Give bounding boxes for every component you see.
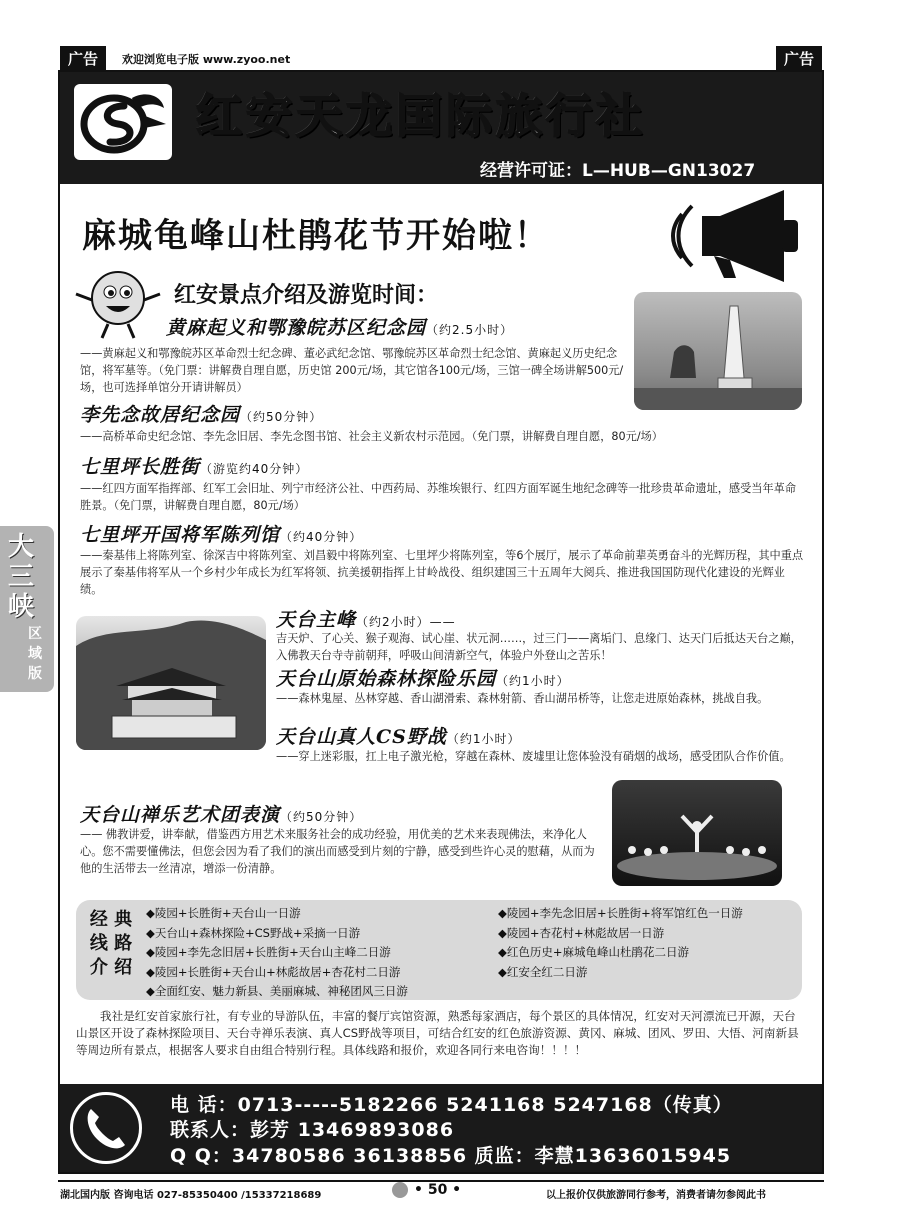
contact-person: 联系人：彭芳 13469893086 [170, 1119, 455, 1141]
spot-title [80, 520, 362, 547]
header-band [60, 72, 822, 184]
spot-name: 天台主峰 [276, 609, 357, 631]
spot-time: （约50分钟） [280, 810, 363, 824]
spot-time: （约40分钟） [280, 530, 363, 544]
spot-time: （约2小时）—— [356, 615, 456, 629]
route-item: ◆陵园+长胜街+天台山+林彪故居+杏花村二日游 [146, 964, 401, 979]
festival-headline: 麻城龟峰山杜鹃花节开始啦！ [82, 216, 550, 256]
side-tab-sub-char: 区 [28, 626, 42, 642]
spot-title [276, 605, 456, 632]
page-number: • 50 • [414, 1182, 462, 1198]
about-agency: 我社是红安首家旅行社，有专业的导游队伍，丰富的餐厅宾馆资源，熟悉每家酒店，每个景区的具体情况，红安对天河漂流已开源，天台山景区开设了森林探险项目、天台寺禅乐表演、真人CS野战等项目，可结合红安的红色旅游资源、黄冈、麻城、团风、罗田、大悟、河南新县等周边所有景点，根据客人要求自由组合特别行程。具体线路和报价，欢迎各同行来电咨询！！！！ [76, 1009, 799, 1057]
mascot-icon [72, 264, 164, 340]
footer-left: 湖北国内版 咨询电话 027-85350400 /15337218689 [60, 1190, 322, 1201]
spot-desc: ——红四方面军指挥部、红军工会旧址、列宁市经济公社、中西药局、苏维埃银行、红四方面军诞生地纪念碑等一批珍贵革命遗址，感受当年革命胜景。（免门票，讲解费自理自愿，80元/场） [80, 482, 797, 512]
routes-label-line: 经 典 [89, 909, 133, 930]
routes-box [76, 900, 802, 1000]
side-tab-char: 峡 [8, 592, 35, 622]
routes-label-line: 线 路 [89, 933, 133, 954]
spot-title [276, 722, 520, 749]
route-item: ◆红色历史+麻城龟峰山杜鹃花二日游 [498, 945, 689, 959]
side-tab-sub-char: 域 [28, 646, 42, 662]
route-item: ◆陵园+长胜街+天台山一日游 [146, 906, 301, 920]
spot-name: 天台山禅乐艺术团表演 [80, 804, 281, 826]
phone-icon [70, 1092, 142, 1164]
spot-desc: ——森林鬼屋、丛林穿越、香山湖滑索、森林射箭、香山湖吊桥等，让您走进原始森林，挑战自我。 [276, 692, 769, 705]
route-item: ◆全面红安、魅力新县、美丽麻城、神秘团风三日游 [146, 984, 408, 998]
region-side-tab [0, 526, 54, 692]
spot-desc: ——高桥革命史纪念馆、李先念旧居、李先念图书馆、社会主义新农村示范园。（免门票，讲解费自理自愿，80元/场） [80, 430, 663, 443]
spot-name: 天台山原始森林探险乐园 [276, 668, 497, 690]
spot-desc: ——黄麻起义和鄂豫皖苏区革命烈士纪念碑、董必武纪念馆、鄂豫皖苏区革命烈士纪念馆、黄麻起义历史纪念馆，将军墓等。（免门票：讲解费自理自愿，历史馆 200元/场，其它馆各100元/场，三馆一碑全场讲解500元/场，也可选择单馆分开请讲解员） [80, 347, 624, 394]
spot-title [166, 313, 513, 340]
spot-time: （约1小时） [446, 732, 521, 746]
route-item: ◆陵园+李先念旧居+长胜街+将军馆红色一日游 [498, 906, 743, 920]
spot-time: （约1小时） [496, 674, 570, 688]
side-tab-sub [28, 624, 42, 684]
megaphone-icon [664, 186, 804, 286]
routes-label-line: 介 绍 [89, 957, 133, 978]
side-tab-char: 大 [8, 532, 35, 562]
spot-time: （游览约40分钟） [200, 462, 309, 476]
side-tab-title [8, 532, 34, 622]
spot-desc: ——秦基伟上将陈列室、徐深吉中将陈列室、刘昌毅中将陈列室、七里坪少将陈列室，等6个展厅，展示了革命前辈英勇奋斗的光辉历程，其中重点展示了秦基伟将军从一个乡村少年成长为红军将领、抗美援朝指挥上甘岭战役、组织建国三十五周年大阅兵、推进我国国防现代化建设的光辉业绩。 [80, 549, 804, 596]
spot-name: 黄麻起义和鄂豫皖苏区纪念园 [166, 317, 427, 339]
spot-desc: —— 佛教讲爱，讲奉献，借鉴西方用艺术来服务社会的成功经验，用优美的艺术来表现佛法，来净化人心。您不需要懂佛法，但您会因为看了我们的演出而感受到片刻的宁静，感受到些许心灵的慰藉，从而为他的生活带去一丝清凉，增添一份清静。 [80, 828, 595, 875]
ad-tag-left: 广告 [60, 46, 106, 71]
route-item: ◆红安全红二日游 [498, 964, 588, 979]
monument-photo [634, 292, 802, 410]
contact-qq: Q Q：34780586 36138856 质监：李慧13636015945 [170, 1145, 732, 1167]
contact-band [60, 1084, 822, 1172]
spot-title [276, 664, 570, 691]
spot-desc: 吉天炉、了心关、猴子观海、试心崖、状元洞……，过三门——离垢门、息缘门、达天门后抵达天台之巅，入佛教天台寺寺前朝拜，呼吸山间清新空气，体验户外登山之苦乐！ [276, 632, 802, 662]
spot-name: 天台山真人CS野战 [276, 726, 447, 748]
agency-title: 红安天龙国际旅行社 [196, 89, 646, 143]
intro-title: 红安景点介绍及游览时间： [174, 283, 439, 308]
spot-name: 李先念故居纪念园 [80, 404, 241, 426]
welcome-text: 欢迎浏览电子版 www.zyoo.net [122, 53, 291, 66]
spot-name: 七里坪开国将军陈列馆 [80, 524, 281, 546]
temple-photo [76, 616, 266, 750]
route-item: ◆天台山+森林探险+CS野战+采摘一日游 [146, 925, 361, 940]
side-tab-char: 三 [8, 562, 35, 592]
spot-time: （约50分钟） [240, 410, 323, 424]
side-tab-sub-char: 版 [28, 666, 42, 682]
footer-badge-icon [392, 1182, 408, 1198]
spot-name: 七里坪长胜街 [80, 456, 201, 478]
performance-photo [612, 780, 782, 886]
routes-right-list [498, 904, 743, 982]
page-number-value: 50 [427, 1182, 448, 1198]
route-item: ◆陵园+杏花村+林彪故居一日游 [498, 925, 665, 940]
route-item: ◆陵园+李先念旧居+长胜街+天台山主峰二日游 [146, 945, 391, 959]
contact-phone: 电 话：0713-----5182266 5241168 5247168（传真） [170, 1094, 733, 1116]
license-number: 经营许可证：L—HUB—GN13027 [480, 161, 756, 181]
dragon-logo-icon [74, 84, 172, 160]
spot-title [80, 452, 308, 479]
footer-right: 以上报价仅供旅游同行参考，消费者请勿参阅此书 [546, 1190, 766, 1201]
spot-desc: ——穿上迷彩服，扛上电子激光枪，穿越在森林、废墟里让您体验没有硝烟的战场，感受团队合作价值。 [276, 750, 791, 763]
ad-tag-right: 广告 [776, 46, 822, 71]
spot-title [80, 400, 322, 427]
routes-label [86, 908, 136, 980]
spot-title [80, 800, 362, 827]
spot-time: （约2.5小时） [426, 323, 514, 337]
routes-left-list [146, 904, 408, 1002]
